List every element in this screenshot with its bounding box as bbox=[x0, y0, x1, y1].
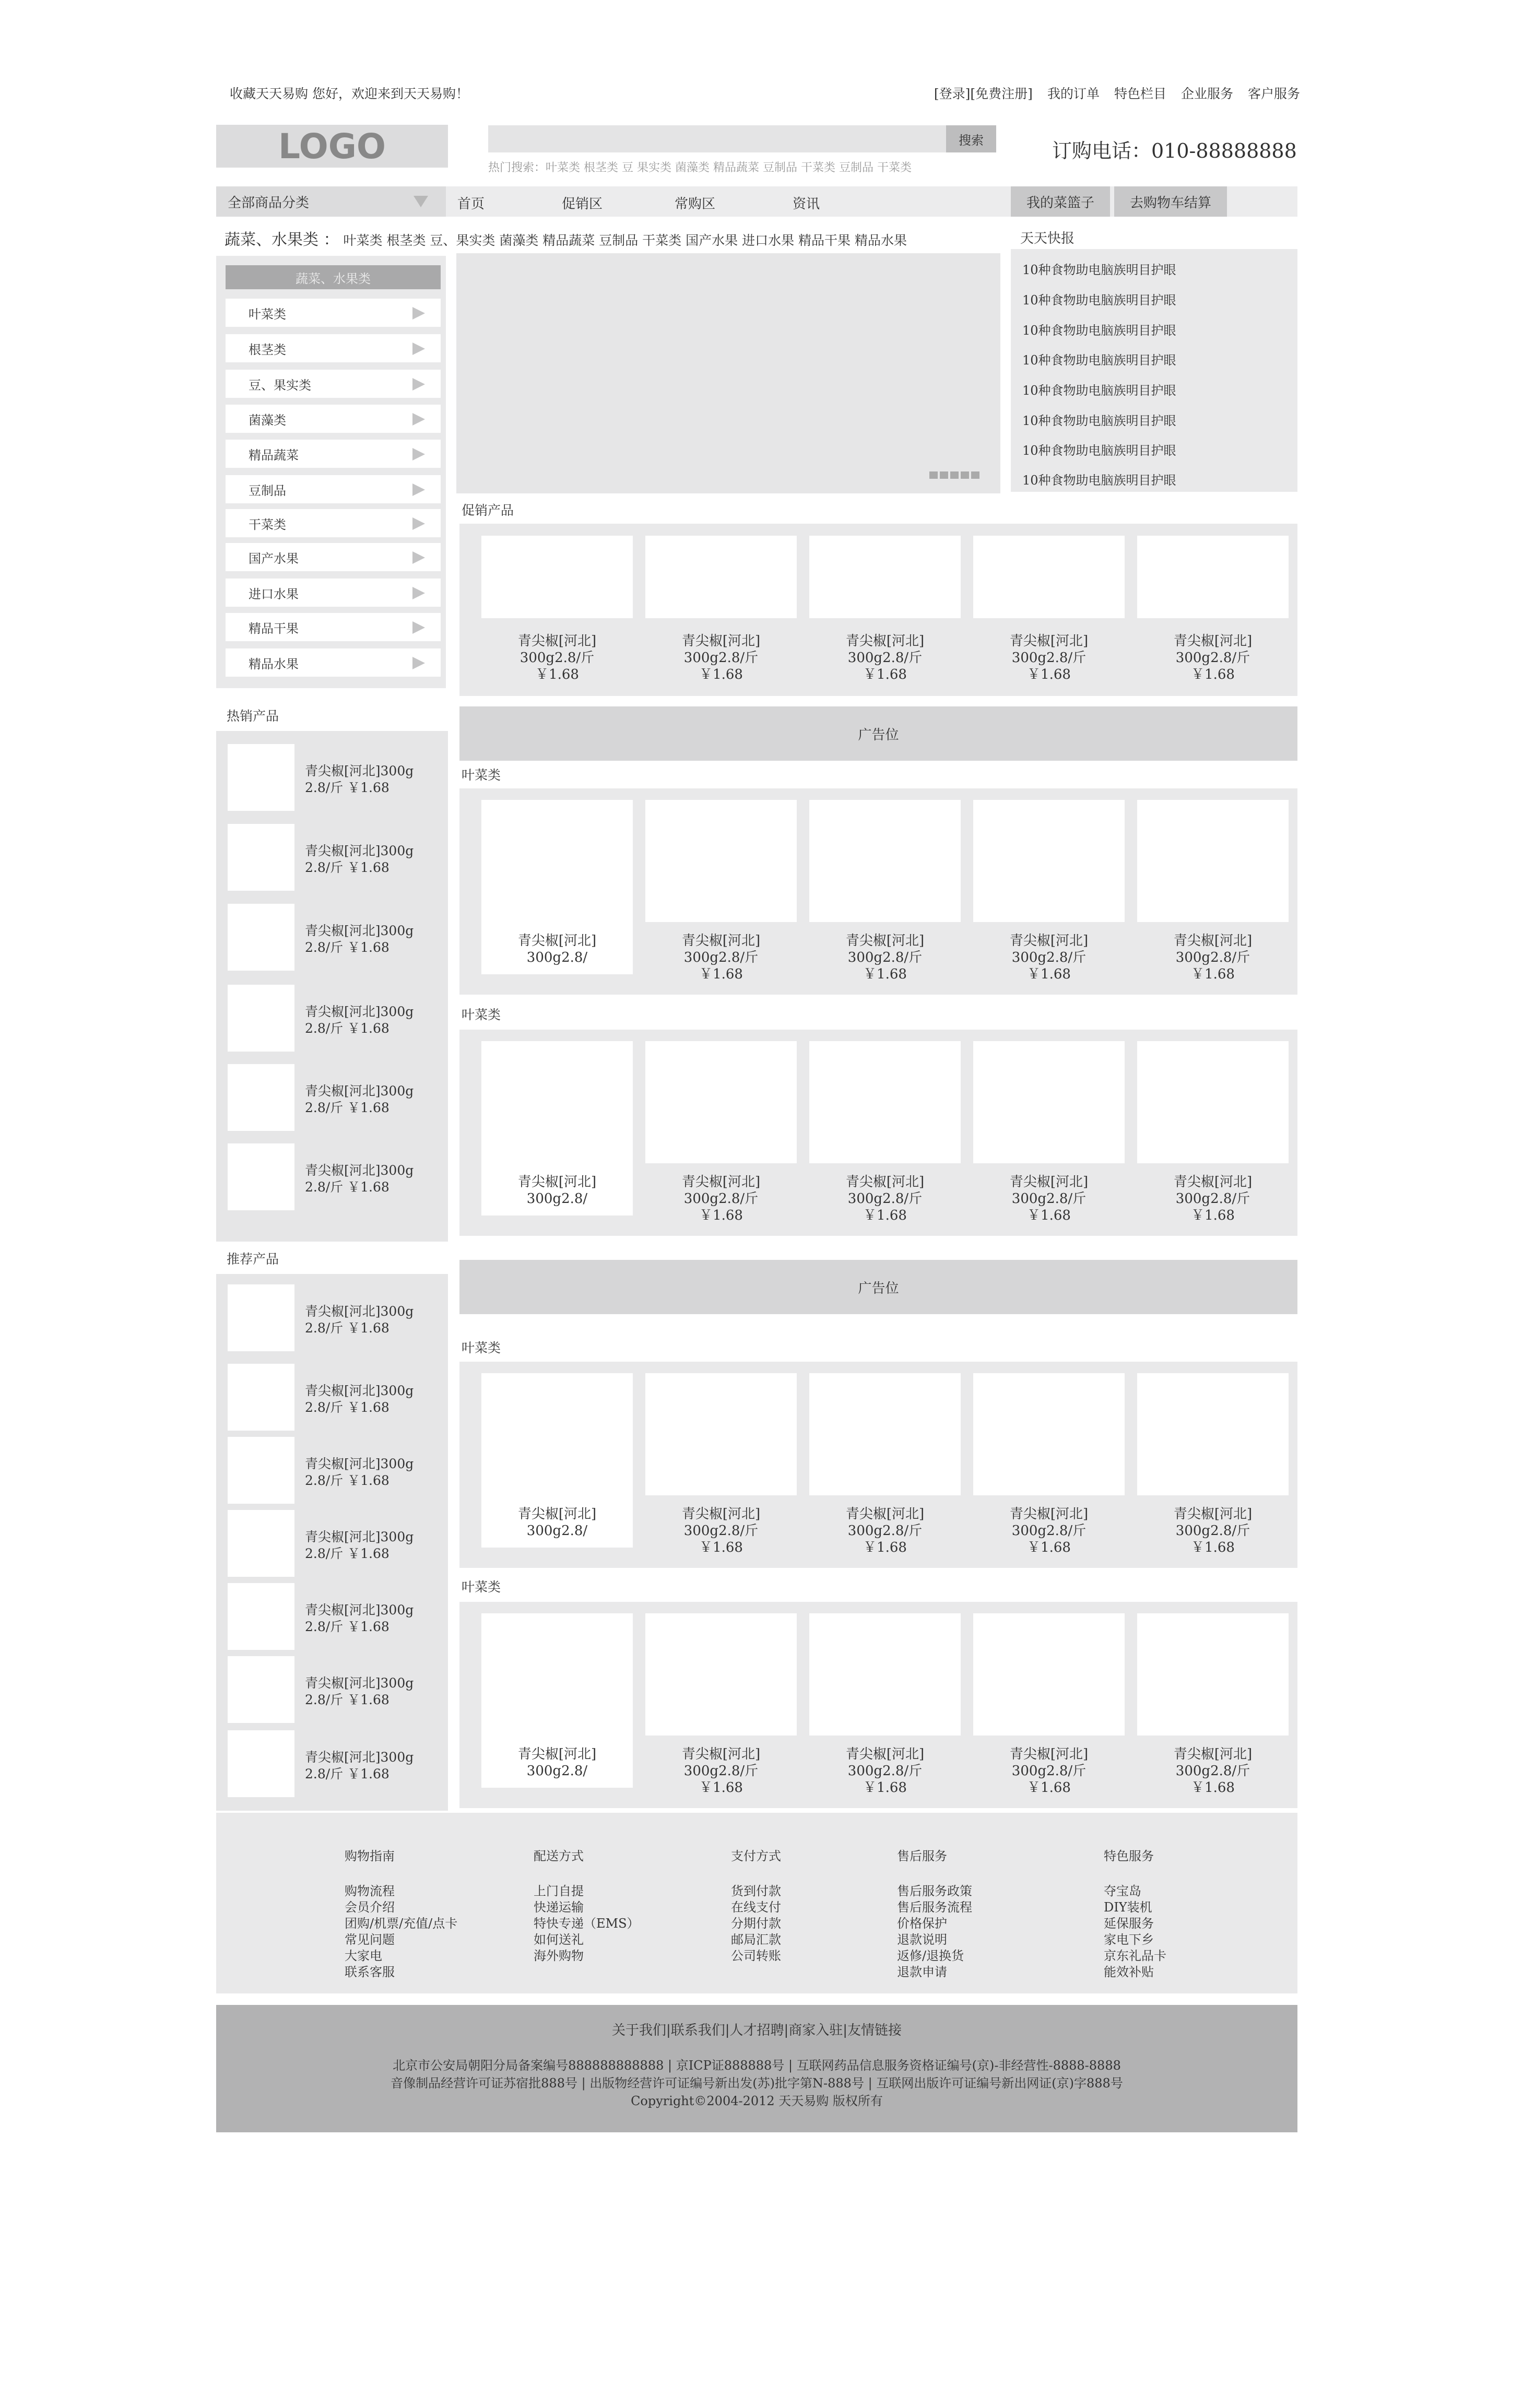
news-item[interactable]: 10种食物助电脑族明目护眼 bbox=[1022, 263, 1176, 277]
footer-column-title: 特色服务 bbox=[1104, 1849, 1154, 1863]
product-name[interactable]: 青尖椒[河北] bbox=[1173, 1174, 1253, 1190]
product-spec: 300g2.8/斤 bbox=[683, 1191, 759, 1207]
product-spec: 300g2.8/斤 bbox=[847, 1523, 923, 1539]
footer-column-title: 支付方式 bbox=[731, 1849, 781, 1863]
register-link[interactable]: [免费注册] bbox=[970, 86, 1033, 101]
sidebar-category-item[interactable] bbox=[226, 543, 441, 571]
side-product-price: 2.8/斤 ￥1.68 bbox=[305, 1100, 389, 1115]
side-product-text bbox=[305, 1083, 414, 1116]
product-spec: 300g2.8/斤 bbox=[683, 1523, 759, 1539]
product-name[interactable]: 青尖椒[河北] bbox=[681, 633, 761, 649]
news-item[interactable]: 10种食物助电脑族明目护眼 bbox=[1022, 293, 1176, 308]
side-product-item[interactable] bbox=[228, 744, 436, 811]
footer-link[interactable]: 大家电 bbox=[345, 1949, 382, 1963]
product-price: ￥1.68 bbox=[1027, 667, 1071, 682]
product-name[interactable]: 青尖椒[河北] bbox=[681, 1746, 761, 1762]
product-image[interactable] bbox=[228, 1064, 294, 1131]
sidebar-category-label: 国产水果 bbox=[249, 551, 299, 566]
footer-link[interactable]: 售后服务政策 bbox=[897, 1884, 972, 1898]
special-link[interactable]: 特色栏目 bbox=[1114, 86, 1166, 101]
side-product-price: 2.8/斤 ￥1.68 bbox=[305, 1546, 389, 1561]
sidebar-head: 蔬菜、水果类 bbox=[226, 265, 441, 289]
product-spec: 300g2.8/斤 bbox=[847, 650, 923, 666]
product-price: ￥1.68 bbox=[863, 966, 907, 982]
side-product-name[interactable]: 青尖椒[河北]300g bbox=[305, 1163, 414, 1178]
checkout-button[interactable]: 去购物车结算 bbox=[1114, 186, 1227, 217]
product-price: ￥1.68 bbox=[699, 667, 743, 682]
footer-link[interactable]: 快递运输 bbox=[534, 1900, 584, 1915]
search-button[interactable]: 搜索 bbox=[946, 125, 996, 152]
product-price: ￥1.68 bbox=[1191, 966, 1235, 982]
product-image[interactable] bbox=[973, 1613, 1125, 1736]
product-name[interactable]: 青尖椒[河北] bbox=[517, 633, 597, 649]
footer-link[interactable]: 分期付款 bbox=[731, 1916, 781, 1931]
product-price: ￥1.68 bbox=[863, 1540, 907, 1555]
sidebar-categories bbox=[216, 256, 446, 688]
carousel-dot[interactable] bbox=[950, 471, 959, 479]
footer-link[interactable]: 退款说明 bbox=[897, 1932, 947, 1947]
section-title: 叶菜类 bbox=[462, 1340, 501, 1355]
product-image[interactable] bbox=[228, 1143, 294, 1210]
product-spec: 300g2.8/斤 bbox=[683, 650, 759, 666]
side-product-text bbox=[305, 923, 414, 956]
footer-link[interactable]: 公司转账 bbox=[731, 1949, 781, 1963]
footer-link[interactable]: 家电下乡 bbox=[1104, 1932, 1154, 1947]
chevron-right-icon bbox=[412, 587, 425, 599]
product-name[interactable]: 青尖椒[河北] bbox=[845, 1506, 925, 1522]
product-price: ￥1.68 bbox=[699, 1780, 743, 1796]
sidebar-category-item[interactable] bbox=[226, 648, 441, 677]
product-image[interactable] bbox=[1137, 1613, 1289, 1736]
product-spec: 300g2.8/ bbox=[526, 950, 588, 965]
side-product-text bbox=[305, 1456, 414, 1489]
chevron-right-icon bbox=[412, 483, 425, 496]
product-spec: 300g2.8/斤 bbox=[847, 950, 923, 965]
nav-frequent[interactable]: 常购区 bbox=[675, 196, 716, 212]
sidebar-category-item[interactable] bbox=[226, 370, 441, 398]
product-price: ￥1.68 bbox=[1191, 667, 1235, 682]
side-product-item[interactable] bbox=[228, 1437, 436, 1504]
news-title: 天天快报 bbox=[1020, 231, 1075, 246]
sidebar-category-label: 进口水果 bbox=[249, 586, 299, 601]
footer-column bbox=[897, 1848, 972, 1980]
product-image[interactable] bbox=[228, 1437, 294, 1504]
sidebar-category-item[interactable] bbox=[226, 440, 441, 468]
footer-column-title: 购物指南 bbox=[345, 1849, 395, 1863]
footer-column bbox=[731, 1848, 781, 1964]
product-image[interactable] bbox=[228, 824, 294, 891]
side-product-name[interactable]: 青尖椒[河北]300g bbox=[305, 1083, 414, 1099]
chevron-right-icon bbox=[412, 413, 425, 426]
chevron-right-icon bbox=[412, 517, 425, 530]
service-link[interactable]: 客户服务 bbox=[1247, 86, 1300, 101]
footer-link[interactable]: 如何送礼 bbox=[534, 1932, 584, 1947]
side-product-item[interactable] bbox=[228, 1583, 436, 1650]
my-orders-link[interactable]: 我的订单 bbox=[1047, 86, 1100, 101]
news-panel bbox=[1011, 249, 1297, 492]
footer-link[interactable]: 价格保护 bbox=[897, 1916, 947, 1931]
footer-column bbox=[345, 1848, 457, 1980]
product-price: ￥1.68 bbox=[1027, 1208, 1071, 1223]
side-product-item[interactable] bbox=[228, 1064, 436, 1131]
main-banner[interactable] bbox=[456, 253, 1000, 493]
sidebar-category-label: 菌藻类 bbox=[249, 412, 286, 428]
product-name[interactable]: 青尖椒[河北] bbox=[845, 1746, 925, 1762]
product-price: ￥1.68 bbox=[1191, 1540, 1235, 1555]
sidebar-category-item[interactable] bbox=[226, 613, 441, 641]
side-product-name[interactable]: 青尖椒[河北]300g bbox=[305, 1304, 414, 1319]
footer-link[interactable]: 货到付款 bbox=[731, 1884, 781, 1898]
product-image[interactable] bbox=[228, 1284, 294, 1351]
sidebar-category-label: 精品蔬菜 bbox=[249, 447, 299, 463]
all-categories-label: 全部商品分类 bbox=[228, 195, 310, 211]
sidebar-category-item[interactable] bbox=[226, 509, 441, 537]
sidebar-category-label: 叶菜类 bbox=[249, 306, 286, 322]
side-product-name[interactable]: 青尖椒[河北]300g bbox=[305, 763, 414, 778]
side-product-name[interactable]: 青尖椒[河北]300g bbox=[305, 1456, 414, 1471]
footer-link[interactable]: 售后服务流程 bbox=[897, 1900, 972, 1915]
carousel-dot[interactable] bbox=[929, 471, 938, 479]
side-product-price: 2.8/斤 ￥1.68 bbox=[305, 1021, 389, 1036]
sidebar-category-item[interactable] bbox=[226, 405, 441, 433]
footer-column bbox=[1104, 1848, 1166, 1980]
side-product-price: 2.8/斤 ￥1.68 bbox=[305, 1400, 389, 1415]
product-image[interactable] bbox=[1137, 1373, 1289, 1495]
product-price: ￥1.68 bbox=[699, 1540, 743, 1555]
product-price: ￥1.68 bbox=[863, 1780, 907, 1796]
section-title: 叶菜类 bbox=[462, 1579, 501, 1595]
enterprise-link[interactable]: 企业服务 bbox=[1180, 86, 1233, 101]
ad-banner[interactable]: 广告位 bbox=[459, 1260, 1297, 1314]
category-line-links[interactable]: 叶菜类 根茎类 豆、果实类 菌藻类 精品蔬菜 豆制品 干菜类 国产水果 进口水果 精品干果 精品水果 bbox=[343, 233, 907, 248]
product-name[interactable]: 青尖椒[河北] bbox=[517, 933, 597, 949]
chevron-right-icon bbox=[412, 378, 425, 391]
product-image[interactable] bbox=[645, 536, 797, 618]
product-spec: 300g2.8/斤 bbox=[1175, 1523, 1250, 1539]
footer-column-title: 售后服务 bbox=[897, 1849, 947, 1863]
product-image[interactable] bbox=[809, 800, 961, 922]
product-spec: 300g2.8/斤 bbox=[847, 1763, 923, 1779]
footer-link[interactable]: 联系客服 bbox=[345, 1965, 395, 1979]
product-spec: 300g2.8/斤 bbox=[1011, 1523, 1087, 1539]
chevron-right-icon bbox=[412, 343, 425, 355]
side-product-text bbox=[305, 1749, 414, 1783]
footer-link[interactable]: 返修/退换货 bbox=[897, 1949, 964, 1963]
side-product-text bbox=[305, 1602, 414, 1635]
product-name[interactable]: 青尖椒[河北] bbox=[845, 1174, 925, 1190]
sidebar-category-item[interactable] bbox=[226, 579, 441, 607]
side-product-item[interactable] bbox=[228, 1510, 436, 1577]
product-price: ￥1.68 bbox=[863, 1208, 907, 1223]
sidebar-category-label: 精品水果 bbox=[249, 656, 299, 671]
ad-banner[interactable]: 广告位 bbox=[459, 706, 1297, 761]
footer-link[interactable]: 会员介绍 bbox=[345, 1900, 395, 1915]
news-item[interactable]: 10种食物助电脑族明目护眼 bbox=[1022, 353, 1176, 368]
logo[interactable]: LOGO bbox=[216, 125, 448, 168]
product-spec: 300g2.8/斤 bbox=[1011, 950, 1087, 965]
product-image[interactable] bbox=[228, 985, 294, 1052]
product-price: ￥1.68 bbox=[699, 1208, 743, 1223]
product-spec: 300g2.8/斤 bbox=[1175, 650, 1250, 666]
side-product-price: 2.8/斤 ￥1.68 bbox=[305, 1179, 389, 1195]
product-image[interactable] bbox=[228, 744, 294, 811]
chevron-right-icon bbox=[412, 621, 425, 634]
product-image[interactable] bbox=[645, 1373, 797, 1495]
footer-link[interactable]: 夺宝岛 bbox=[1104, 1884, 1141, 1898]
nav-promo[interactable]: 促销区 bbox=[562, 196, 603, 212]
side-product-name[interactable]: 青尖椒[河北]300g bbox=[305, 1675, 414, 1691]
carousel-dot[interactable] bbox=[971, 471, 979, 479]
product-image[interactable] bbox=[228, 1510, 294, 1577]
sidebar-category-label: 根茎类 bbox=[249, 342, 286, 357]
side-product-item[interactable] bbox=[228, 1656, 436, 1723]
side-product-panel bbox=[216, 1274, 448, 1811]
product-price: ￥1.68 bbox=[1027, 1780, 1071, 1796]
section-title: 叶菜类 bbox=[462, 768, 501, 783]
footer-legal bbox=[216, 2005, 1297, 2132]
product-image[interactable] bbox=[228, 904, 294, 971]
hot-search[interactable]: 热门搜索：叶菜类 根茎类 豆 果实类 菌藻类 精品蔬菜 豆制品 干菜类 豆制品 干菜类 bbox=[488, 161, 912, 174]
product-name[interactable]: 青尖椒[河北] bbox=[1173, 1746, 1253, 1762]
product-price: ￥1.68 bbox=[1027, 966, 1071, 982]
product-name[interactable]: 青尖椒[河北] bbox=[517, 1174, 597, 1190]
footer-column-title: 配送方式 bbox=[534, 1849, 584, 1863]
product-image[interactable] bbox=[809, 1613, 961, 1736]
footer-link[interactable]: 常见问题 bbox=[345, 1932, 395, 1947]
product-name[interactable]: 青尖椒[河北] bbox=[1009, 1746, 1089, 1762]
side-product-item[interactable] bbox=[228, 1284, 436, 1351]
product-name[interactable]: 青尖椒[河北] bbox=[681, 1174, 761, 1190]
section-title: 促销产品 bbox=[462, 503, 514, 518]
product-name[interactable]: 青尖椒[河北] bbox=[517, 1746, 597, 1762]
product-spec: 300g2.8/斤 bbox=[847, 1191, 923, 1207]
side-product-text bbox=[305, 1004, 414, 1037]
side-product-price: 2.8/斤 ￥1.68 bbox=[305, 1473, 389, 1488]
product-spec: 300g2.8/斤 bbox=[1175, 950, 1250, 965]
side-product-item[interactable] bbox=[228, 904, 436, 971]
product-name[interactable]: 青尖椒[河北] bbox=[1009, 1506, 1089, 1522]
sidebar-category-item[interactable] bbox=[226, 299, 441, 327]
product-image[interactable] bbox=[1137, 536, 1289, 618]
sidebar-category-item[interactable] bbox=[226, 334, 441, 362]
side-product-text bbox=[305, 1529, 414, 1562]
side-product-panel bbox=[216, 731, 448, 1242]
sidebar-category-label: 豆制品 bbox=[249, 483, 286, 498]
sidebar-category-item[interactable] bbox=[226, 475, 441, 503]
side-product-text bbox=[305, 843, 414, 876]
nav-home[interactable]: 首页 bbox=[457, 196, 485, 212]
side-product-name[interactable]: 青尖椒[河北]300g bbox=[305, 1383, 414, 1398]
footer-link[interactable]: 在线支付 bbox=[731, 1900, 781, 1915]
product-name[interactable]: 青尖椒[河北] bbox=[1009, 933, 1089, 949]
footer-link[interactable]: 退款申请 bbox=[897, 1965, 947, 1979]
product-image[interactable] bbox=[228, 1730, 294, 1797]
footer-link[interactable]: 购物流程 bbox=[345, 1884, 395, 1898]
product-spec: 300g2.8/斤 bbox=[1175, 1191, 1250, 1207]
product-price: ￥1.68 bbox=[1191, 1208, 1235, 1223]
section-title: 叶菜类 bbox=[462, 1007, 501, 1022]
product-name[interactable]: 青尖椒[河北] bbox=[845, 933, 925, 949]
order-phone: 订购电话：010-88888888 bbox=[1052, 139, 1297, 162]
news-item[interactable]: 10种食物助电脑族明目护眼 bbox=[1022, 414, 1176, 428]
product-name[interactable]: 青尖椒[河北] bbox=[681, 1506, 761, 1522]
product-image[interactable] bbox=[1137, 1041, 1289, 1163]
footer-link[interactable]: 京东礼品卡 bbox=[1104, 1949, 1166, 1963]
footer-links[interactable]: 关于我们|联系我们|人才招聘|商家入驻|友情链接 bbox=[611, 2023, 902, 2038]
side-product-item[interactable] bbox=[228, 1730, 436, 1797]
footer-copyright: Copyright©2004-2012 天天易购 版权所有 bbox=[631, 2094, 883, 2108]
side-product-item[interactable] bbox=[228, 824, 436, 891]
carousel-dot[interactable] bbox=[961, 471, 969, 479]
side-product-text bbox=[305, 1675, 414, 1708]
search-input[interactable] bbox=[488, 125, 946, 152]
side-product-name[interactable]: 青尖椒[河北]300g bbox=[305, 1529, 414, 1544]
footer-link[interactable]: 延保服务 bbox=[1104, 1916, 1154, 1931]
side-product-item[interactable] bbox=[228, 1143, 436, 1210]
welcome-text: 收藏天天易购 您好，欢迎来到天天易购！ bbox=[230, 86, 469, 101]
product-name[interactable]: 青尖椒[河北] bbox=[517, 1506, 597, 1522]
my-basket-button[interactable]: 我的菜篮子 bbox=[1011, 186, 1110, 217]
side-product-text bbox=[305, 1303, 414, 1337]
news-item[interactable]: 10种食物助电脑族明目护眼 bbox=[1022, 473, 1176, 488]
side-product-price: 2.8/斤 ￥1.68 bbox=[305, 1619, 389, 1634]
product-image[interactable] bbox=[809, 1041, 961, 1163]
footer-link[interactable]: 邮局汇款 bbox=[731, 1932, 781, 1947]
product-image[interactable] bbox=[645, 800, 797, 922]
product-image[interactable] bbox=[481, 536, 633, 618]
side-product-name[interactable]: 青尖椒[河北]300g bbox=[305, 843, 414, 858]
product-image[interactable] bbox=[973, 536, 1125, 618]
chevron-right-icon bbox=[412, 448, 425, 461]
news-item[interactable]: 10种食物助电脑族明目护眼 bbox=[1022, 323, 1176, 338]
side-product-name[interactable]: 青尖椒[河北]300g bbox=[305, 923, 414, 938]
login-link[interactable]: [登录] bbox=[934, 86, 971, 101]
product-spec: 300g2.8/斤 bbox=[1011, 1763, 1087, 1779]
footer-link[interactable]: 能效补贴 bbox=[1104, 1965, 1154, 1979]
product-image[interactable] bbox=[228, 1364, 294, 1431]
side-product-item[interactable] bbox=[228, 1364, 436, 1431]
chevron-right-icon bbox=[412, 657, 425, 669]
product-image[interactable] bbox=[973, 1041, 1125, 1163]
product-image[interactable] bbox=[973, 800, 1125, 922]
news-item[interactable]: 10种食物助电脑族明目护眼 bbox=[1022, 383, 1176, 398]
product-name[interactable]: 青尖椒[河北] bbox=[1009, 1174, 1089, 1190]
product-price: ￥1.68 bbox=[863, 667, 907, 682]
product-spec: 300g2.8/斤 bbox=[683, 1763, 759, 1779]
side-product-text bbox=[305, 1383, 414, 1416]
product-spec: 300g2.8/ bbox=[526, 1523, 588, 1539]
sidebar-category-label: 干菜类 bbox=[249, 517, 286, 532]
product-price: ￥1.68 bbox=[535, 667, 579, 682]
category-line-head: 蔬菜、水果类 ： bbox=[225, 231, 339, 249]
chevron-right-icon bbox=[412, 307, 425, 320]
footer-link[interactable]: 上门自提 bbox=[534, 1884, 584, 1898]
chevron-right-icon bbox=[412, 551, 425, 564]
footer-link[interactable]: 海外购物 bbox=[534, 1949, 584, 1963]
side-product-text bbox=[305, 1162, 414, 1196]
footer-column bbox=[534, 1848, 640, 1964]
product-image[interactable] bbox=[1137, 800, 1289, 922]
footer-link[interactable]: 特快专递（EMS） bbox=[534, 1916, 640, 1931]
side-product-text bbox=[305, 763, 414, 796]
chevron-down-icon bbox=[414, 196, 428, 207]
side-product-name[interactable]: 青尖椒[河北]300g bbox=[305, 1004, 414, 1019]
sidebar-category-label: 豆、果实类 bbox=[249, 377, 311, 393]
product-spec: 300g2.8/斤 bbox=[683, 950, 759, 965]
product-image[interactable] bbox=[645, 1041, 797, 1163]
sidebar-category-label: 精品干果 bbox=[249, 621, 299, 636]
product-name[interactable]: 青尖椒[河北] bbox=[1173, 933, 1253, 949]
product-name[interactable]: 青尖椒[河北] bbox=[845, 633, 925, 649]
product-image[interactable] bbox=[809, 536, 961, 618]
side-product-price: 2.8/斤 ￥1.68 bbox=[305, 780, 389, 795]
product-spec: 300g2.8/ bbox=[526, 1191, 588, 1207]
product-name[interactable]: 青尖椒[河北] bbox=[1009, 633, 1089, 649]
product-spec: 300g2.8/斤 bbox=[1011, 1191, 1087, 1207]
product-price: ￥1.68 bbox=[1191, 1780, 1235, 1796]
nav-news[interactable]: 资讯 bbox=[793, 196, 820, 212]
side-product-name[interactable]: 青尖椒[河北]300g bbox=[305, 1602, 414, 1618]
product-spec: 300g2.8/斤 bbox=[1011, 650, 1087, 666]
product-spec: 300g2.8/ bbox=[526, 1763, 588, 1779]
product-name[interactable]: 青尖椒[河北] bbox=[1173, 633, 1253, 649]
top-bar bbox=[230, 84, 1300, 104]
side-product-price: 2.8/斤 ￥1.68 bbox=[305, 1692, 389, 1707]
product-image[interactable] bbox=[809, 1373, 961, 1495]
product-image[interactable] bbox=[228, 1583, 294, 1650]
product-image[interactable] bbox=[973, 1373, 1125, 1495]
footer-link[interactable]: 团购/机票/充值/点卡 bbox=[345, 1916, 458, 1931]
side-section-title: 推荐产品 bbox=[227, 1252, 279, 1267]
footer-line1: 北京市公安局朝阳分局备案编号888888888888 | 京ICP证888888号 | 互联网药品信息服务资格证编号(京)-非经营性-8888-8888 bbox=[393, 2058, 1121, 2073]
side-product-price: 2.8/斤 ￥1.68 bbox=[305, 1320, 389, 1336]
side-product-name[interactable]: 青尖椒[河北]300g bbox=[305, 1750, 414, 1765]
side-section-title: 热销产品 bbox=[227, 709, 279, 724]
category-line bbox=[225, 227, 907, 250]
product-name[interactable]: 青尖椒[河北] bbox=[681, 933, 761, 949]
side-product-price: 2.8/斤 ￥1.68 bbox=[305, 940, 389, 955]
product-spec: 300g2.8/斤 bbox=[1175, 1763, 1250, 1779]
carousel-dot[interactable] bbox=[940, 471, 948, 479]
footer-link[interactable]: DIY装机 bbox=[1104, 1900, 1152, 1915]
product-image[interactable] bbox=[228, 1656, 294, 1723]
side-product-price: 2.8/斤 ￥1.68 bbox=[305, 1766, 389, 1781]
all-categories-button[interactable] bbox=[216, 186, 446, 217]
product-name[interactable]: 青尖椒[河北] bbox=[1173, 1506, 1253, 1522]
news-item[interactable]: 10种食物助电脑族明目护眼 bbox=[1022, 443, 1176, 458]
product-price: ￥1.68 bbox=[699, 966, 743, 982]
side-product-price: 2.8/斤 ￥1.68 bbox=[305, 860, 389, 875]
product-image[interactable] bbox=[645, 1613, 797, 1736]
side-product-item[interactable] bbox=[228, 985, 436, 1052]
product-spec: 300g2.8/斤 bbox=[520, 650, 595, 666]
footer-line2: 音像制品经营许可证苏宿批888号 | 出版物经营许可证编号新出发(苏)批字第N-888号 | 互联网出版许可证编号新出网证(京)字888号 bbox=[391, 2076, 1123, 2091]
product-price: ￥1.68 bbox=[1027, 1540, 1071, 1555]
